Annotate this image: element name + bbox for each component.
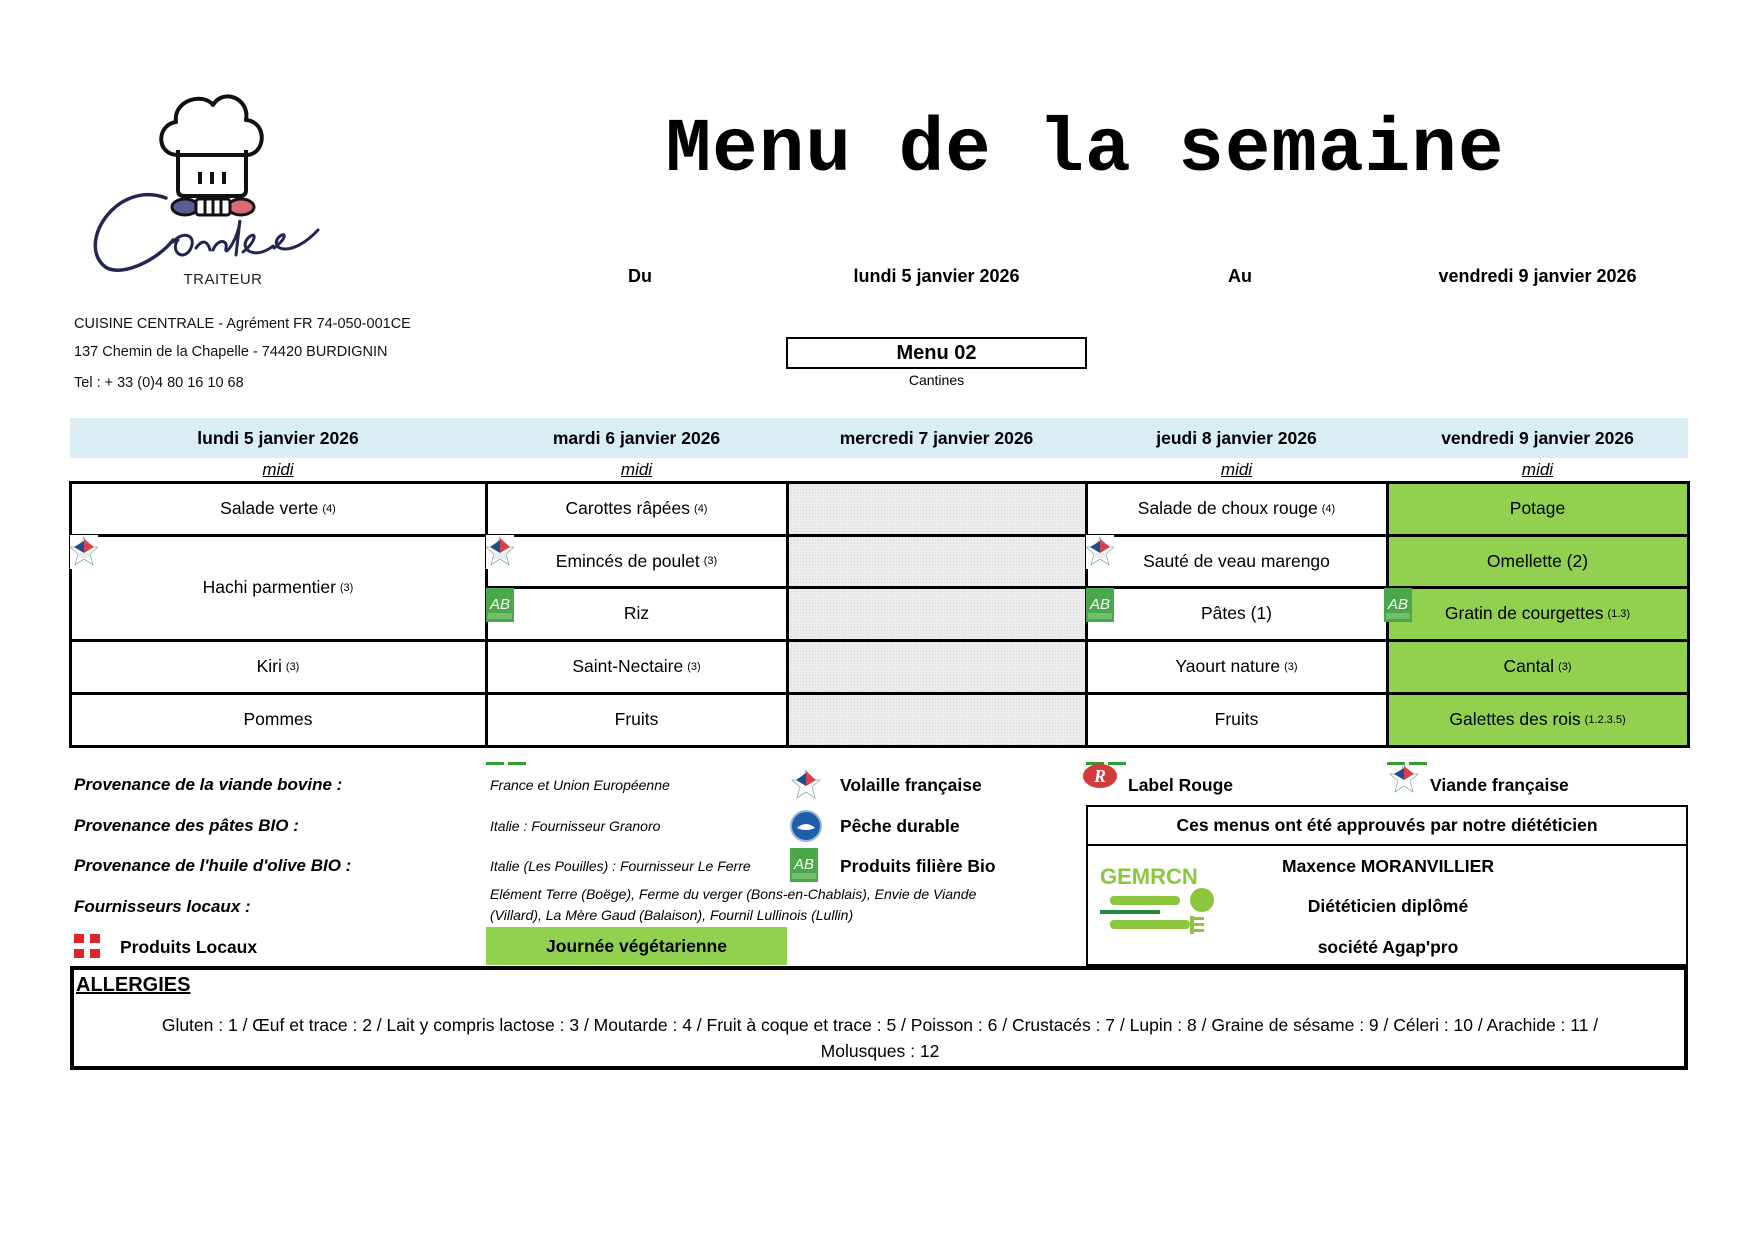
- dish-monday-main: Hachi parmentier (3): [202, 577, 354, 597]
- agriculture-biologique-icon: [1384, 588, 1412, 622]
- legend-journee-vegetarienne: Journée végétarienne: [486, 927, 787, 965]
- company-agrement: CUISINE CENTRALE - Agrément FR 74-050-001CE: [74, 316, 411, 332]
- allergies-line-1: Gluten : 1 / Œuf et trace : 2 / Lait y compris lactose : 3 / Moutarde : 4 / Fruit à coque et trace : 5 / Poisson : 6 / Crustacés : 7 / Lupin : 8 / Graine de sésame : 9 / Céleri : 10 / Arachide : 11 /: [161, 1015, 1599, 1035]
- dish-tuesday-starter: Carottes râpées (4): [565, 498, 708, 518]
- viande-francaise-icon: [1388, 762, 1420, 796]
- dish-tuesday-dessert: Fruits: [614, 709, 659, 729]
- dish-tuesday-side: Riz: [623, 603, 650, 623]
- label-rouge-icon: [1082, 762, 1118, 790]
- allergies-list: [90, 1012, 1670, 1064]
- svg-text:AB: AB: [793, 856, 815, 873]
- dish-monday-dairy: Kiri (3): [256, 656, 300, 676]
- legend-volaille: Volaille française: [840, 775, 982, 795]
- dish-thursday-starter: Salade de choux rouge (4): [1137, 498, 1336, 518]
- svg-text:AB: AB: [1089, 596, 1111, 613]
- service-monday: midi: [262, 460, 294, 479]
- dish-friday-starter: Potage: [1387, 482, 1688, 535]
- service-friday: midi: [1521, 460, 1554, 479]
- allergies-line-2: Molusques : 12: [820, 1041, 940, 1061]
- menu-name-box: Menu 02: [786, 337, 1087, 369]
- day-header-monday: lundi 5 janvier 2026: [197, 428, 359, 448]
- viande-francaise-icon: [70, 535, 98, 569]
- decorative-green-tick: [486, 762, 526, 765]
- allergies-title: ALLERGIES: [76, 974, 191, 996]
- svg-text:TRAITEUR: TRAITEUR: [183, 271, 263, 288]
- dietician-company: société Agap'pro: [1317, 937, 1459, 957]
- service-tuesday: midi: [620, 460, 653, 479]
- svg-text:AB: AB: [489, 596, 511, 613]
- agriculture-biologique-icon: [486, 588, 514, 622]
- provenance-pates-label: Provenance des pâtes BIO :: [74, 816, 299, 835]
- from-date: lundi 5 janvier 2026: [853, 266, 1020, 286]
- from-label: Du: [628, 266, 652, 286]
- dish-monday-dessert: Pommes: [243, 709, 313, 729]
- legend-label-rouge: Label Rouge: [1128, 775, 1234, 795]
- provenance-pates-value: Italie : Fournisseur Granoro: [490, 818, 661, 834]
- to-date: vendredi 9 janvier 2026: [1438, 266, 1637, 286]
- viande-francaise-icon: [1086, 535, 1114, 569]
- provenance-bovine-label: Provenance de la viande bovine :: [74, 775, 343, 794]
- volaille-francaise-icon: [790, 768, 822, 802]
- dish-monday-starter: Salade verte (4): [220, 498, 336, 518]
- fournisseurs-locaux-line1: Elément Terre (Boëge), Ferme du verger (Bons-en-Chablais), Envie de Viande: [490, 886, 977, 902]
- day-header-wednesday: mercredi 7 janvier 2026: [839, 428, 1034, 448]
- legend-viande: Viande française: [1430, 775, 1569, 795]
- to-label: Au: [1228, 266, 1252, 286]
- svg-text:AB: AB: [1387, 596, 1409, 613]
- peche-durable-icon: [790, 810, 822, 842]
- chef-hat-icon: [78, 70, 368, 290]
- provenance-huile-value: Italie (Les Pouilles) : Fournisseur Le Ferre: [490, 858, 751, 874]
- dish-thursday-dessert: Fruits: [1214, 709, 1259, 729]
- wednesday-closed-column: [787, 482, 1086, 746]
- page-title: Menu de la semaine: [665, 107, 1505, 193]
- agriculture-biologique-icon: [790, 848, 818, 882]
- menu-type: Cantines: [908, 372, 965, 388]
- legend-peche: Pêche durable: [840, 816, 960, 836]
- day-header-tuesday: mardi 6 janvier 2026: [552, 428, 721, 448]
- dish-friday-dessert: Galettes des rois (1.2.3.5): [1387, 693, 1688, 746]
- cordee-traiteur-logo: [78, 70, 368, 290]
- dish-friday-dairy: Cantal (3): [1387, 640, 1688, 693]
- dish-friday-side: Gratin de courgettes (1.3): [1387, 587, 1688, 640]
- service-thursday: midi: [1220, 460, 1253, 479]
- svg-text:R: R: [1093, 766, 1107, 786]
- volaille-francaise-icon: [486, 535, 514, 569]
- provenance-bovine-value: France et Union Européenne: [490, 777, 670, 793]
- dietician-name: Maxence MORANVILLIER: [1282, 856, 1494, 876]
- dish-friday-main: Omellette (2): [1387, 535, 1688, 587]
- fournisseurs-locaux-label: Fournisseurs locaux :: [74, 897, 251, 916]
- dish-thursday-main: Sauté de veau marengo: [1143, 550, 1330, 571]
- provenance-huile-label: Provenance de l'huile d'olive BIO :: [74, 856, 352, 875]
- day-header-thursday: jeudi 8 janvier 2026: [1156, 428, 1317, 448]
- dish-thursday-side: Pâtes (1): [1201, 603, 1272, 623]
- dish-thursday-dairy: Yaourt nature (3): [1175, 656, 1298, 676]
- legend-bio: Produits filière Bio: [840, 856, 996, 876]
- dish-tuesday-main: Emincés de poulet (3): [555, 550, 718, 571]
- dish-tuesday-dairy: Saint-Nectaire (3): [572, 656, 701, 676]
- company-phone: Tel : + 33 (0)4 80 16 10 68: [74, 375, 244, 391]
- agriculture-biologique-icon: [1086, 588, 1114, 622]
- dietician-heading: Ces menus ont été approuvés par notre diététicien: [1086, 805, 1688, 846]
- company-address: 137 Chemin de la Chapelle - 74420 BURDIGNIN: [74, 344, 388, 360]
- dietician-title: Diététicien diplômé: [1307, 896, 1469, 916]
- legend-produits-locaux: Produits Locaux: [120, 937, 258, 957]
- savoie-flag-icon: [74, 934, 100, 958]
- svg-text:GEMRCN: GEMRCN: [1100, 864, 1198, 889]
- fournisseurs-locaux-line2: (Villard), La Mère Gaud (Balaison), Fournil Lullinois (Lullin): [490, 907, 854, 923]
- day-header-friday: vendredi 9 janvier 2026: [1441, 428, 1634, 448]
